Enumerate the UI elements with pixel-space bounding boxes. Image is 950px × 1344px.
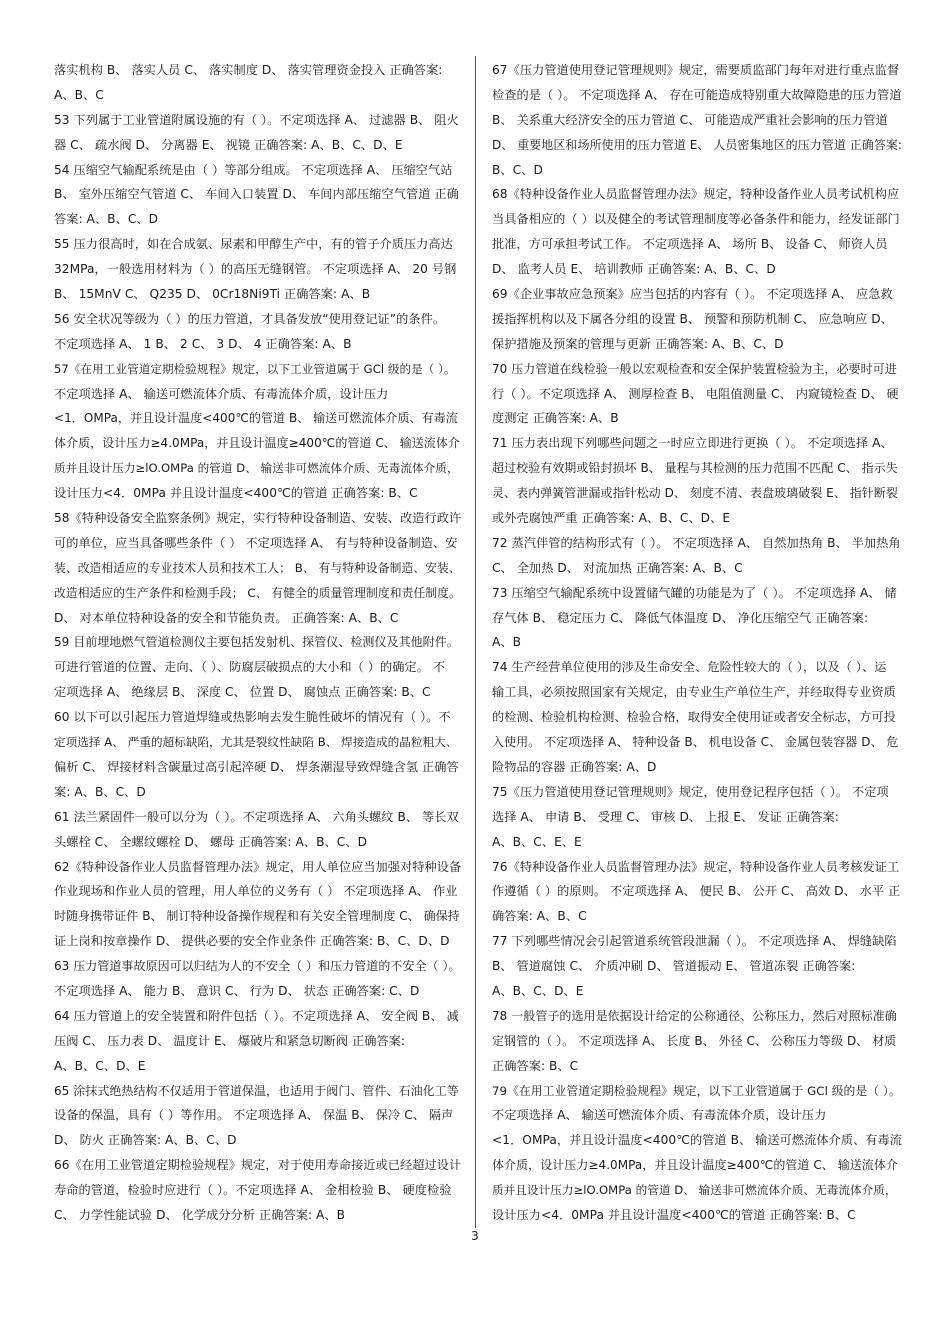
text-line: 56 安全状况等级为（ ）的压力管道，才具备发放“使用登记证”的条件。 — [54, 311, 446, 326]
text-line: 改造相适应的生产条件和检测手段； C、 有健全的质量管理制度和责任制度。 — [54, 585, 461, 600]
text-line: A、B、C、E、E — [492, 834, 582, 849]
text-line: 78 一般管子的选用是依据设计给定的公称通径、公称压力，然后对照标准确 — [492, 1008, 897, 1023]
text-line: 69《企业事故应急预案》应当包括的内容有（ ）。 不定项选择 A、 应急救 — [492, 287, 893, 302]
text-line: 质并且设计压力≥lO.OMPa 的管道 D、 输送非可燃流体介质、无毒流体介质， — [492, 1183, 897, 1198]
text-line: 保护措施及预案的管理与更新 正确答案: A、B、C、D — [492, 336, 784, 351]
text-line: 选择 A、 申请 B、 受理 C、 审核 D、 上报 E、 发证 正确答案: — [492, 809, 839, 824]
right-column — [492, 58, 902, 1228]
text-line: 70 压力管道在线检验一般以宏观检查和安全保护装置检验为主，必要时可进 — [492, 361, 897, 376]
text-line: D、 重要地区和场所使用的压力管道 E、 人员密集地区的压力管道 正确答案: — [492, 137, 902, 152]
text-line: 32MPa，一般选用材料为（ ）的高压无缝钢管。 不定项选择 A、 20 号钢 — [54, 262, 457, 277]
text-line: 59 目前埋地燃气管道检测仪主要包括发射机、探管仪、检测仪及其他附件。 — [54, 635, 459, 650]
text-line: 案: A、B、C、D — [54, 784, 146, 799]
text-line: 装、改造相适应的专业技术人员和技术工人； B、 有与特种设备制造、安装、 — [54, 560, 461, 575]
text-line: 头螺栓 C、 全螺纹螺栓 D、 螺母 正确答案: A、B、C、D — [54, 834, 367, 849]
text-line: 落实机构 B、 落实人员 C、 落实制度 D、 落实管理资金投入 正确答案: — [54, 63, 443, 77]
text-line: 压阀 C、 压力表 D、 温度计 E、 爆破片和紧急切断阀 正确答案: — [54, 1033, 406, 1048]
text-line: 64 压力管道上的安全装置和附件包括（ ）。不定项选择 A、 安全阀 B、 减 — [54, 1008, 459, 1023]
text-line: 61 法兰紧固件一般可以分为（ ）。不定项选择 A、 六角头螺纹 B、 等长双 — [54, 809, 459, 824]
text-line: 答案: A、B、C、D — [54, 212, 159, 227]
text-line: 批准，方可承担考试工作。 不定项选择 A、 场所 B、 设备 C、 师资人员 — [492, 237, 888, 252]
text-line: 当具备相应的（ ）以及健全的考试管理制度等必备条件和能力，经发证部门 — [492, 212, 900, 227]
text-line: 55 压力很高时，如在合成氨、尿素和甲醇生产中，有的管子介质压力高达 — [54, 237, 453, 252]
text-line: 援指挥机构以及下属各分组的设置 B、 预警和预防机制 C、 应急响应 D、 — [492, 311, 893, 326]
text-line: 65 涂抹式绝热结构不仅适用于管道保温，也适用于阀门、管件、石油化工等 — [54, 1083, 459, 1098]
text-line: 确答案: A、B、C — [492, 909, 587, 924]
text-line: 75《压力管道使用登记管理规则》规定，使用登记程序包括（ ）。 不定项 — [492, 784, 889, 799]
column-divider — [475, 56, 476, 1228]
text-line: 67《压力管道使用登记管理规则》规定，需要质监部门每年对进行重点监督 — [492, 63, 900, 77]
text-line: 质并且设计压力≥lO.OMPa 的管道 D、 输送非可燃流体介质、无毒流体介质， — [54, 461, 459, 476]
text-line: 定钢管的（ ）。 不定项选择 A、 长度 B、 外径 C、 公称压力等级 D、 材质 — [492, 1033, 897, 1048]
text-line: 的检测、检验机构检测、检验合格，取得安全使用证或者安全标志，方可投 — [492, 710, 896, 725]
text-line: 设备的保温，具有（ ）等作用。 不定项选择 A、 保温 B、 保冷 C、 隔声 — [54, 1108, 454, 1123]
text-line: C、 力学性能试验 D、 化学成分分析 正确答案: A、B — [54, 1207, 346, 1222]
left-column — [54, 58, 462, 1228]
text-line: 设计压力<4．0MPa 并且设计温度<400℃的管道 正确答案: B、C — [54, 486, 418, 501]
text-line: <1．OMPa，并且设计温度<400℃的管道 B、 输送可燃流体介质、有毒流 — [54, 411, 458, 426]
text-line: 偏析 C、 焊接材料含碳量过高引起淬硬 D、 焊条潮湿导致焊缝含氢 正确答 — [54, 759, 459, 774]
text-line: 定项选择 A、 严重的超标缺陷，尤其是裂纹性缺陷 B、 焊接造成的晶粒粗大、 — [54, 735, 458, 750]
text-line: 可的单位，应当具备哪些条件（ ） 不定项选择 A、 有与特种设备制造、安 — [54, 535, 458, 550]
text-line: 寿命的管道，检验时应进行（ ）。不定项选择 A、 金相检验 B、 硬度检验 — [54, 1183, 452, 1198]
text-line: 正确答案: B、C — [492, 1058, 579, 1073]
text-line: 体介质，设计压力≥4.0MPa，并且设计温度≥400℃的管道 C、 输送流体介 — [492, 1158, 898, 1173]
text-line: 57《在用工业管道定期检验规程》规定，以下工业管道属于 GCl 级的是（ ）。 — [54, 361, 456, 376]
text-line: 可进行管道的位置、走向、（ ）、防腐层破损点的大小和（ ）的确定。 不 — [54, 660, 446, 675]
text-line: 53 下列属于工业管道附属设施的有（ ）。不定项选择 A、 过滤器 B、 阻火 — [54, 112, 459, 127]
text-line: A、B、C、D、E — [54, 1058, 146, 1073]
text-line: 入使用。 不定项选择 A、 特种设备 B、 机电设备 C、 金属包装容器 D、 危 — [492, 735, 899, 750]
text-line: A、B、C、D、E — [492, 983, 584, 998]
text-line: 体介质，设计压力≥4.0MPa，并且设计温度≥400℃的管道 C、 输送流体介 — [54, 436, 460, 451]
text-line: D、 防火 正确答案: A、B、C、D — [54, 1133, 237, 1148]
text-line: D、 对本单位特种设备的安全和节能负责。 正确答案: A、B、C — [54, 610, 399, 625]
text-line: B、 关系重大经济安全的压力管道 C、 可能造成严重社会影响的压力管道 — [492, 112, 888, 127]
text-line: B、 15MnV C、 Q235 D、 0Cr18Ni9Ti 正确答案: A、B — [54, 287, 371, 302]
text-line: 存气体 B、 稳定压力 C、 降低气体温度 D、 净化压缩空气 正确答案: — [492, 610, 869, 625]
text-line: 74 生产经营单位使用的涉及生命安全、危险性较大的（ ），以及（ ）、运 — [492, 660, 887, 675]
text-line: 71 压力表出现下列哪些问题之一时应立即进行更换（ ）。 不定项选择 A、 — [492, 436, 893, 451]
text-line: 62《特种设备作业人员监督管理办法》规定，用人单位应当加强对特种设备 — [54, 859, 462, 874]
text-line: 58《特种设备安全监察条例》规定，实行特种设备制造、安装、改造行政许 — [54, 511, 462, 526]
text-line: 60 以下可以引起压力管道焊缝或热影响去发生脆性破坏的情况有（ ）。不 — [54, 710, 451, 725]
text-line: 行（ ）。不定项选择 A、 测厚检查 B、 电阻值测量 C、 内窥镜检查 D、 硬 — [492, 386, 899, 401]
text-line: 76《特种设备作业人员监督管理办法》规定，特种设备作业人员考核发证工 — [492, 859, 900, 874]
text-line: 定项选择 A、 绝缘层 B、 深度 C、 位置 D、 腐蚀点 正确答案: B、C — [54, 685, 431, 700]
text-line: 54 压缩空气输配系统是由（ ）等部分组成。 不定项选择 A、 压缩空气站 — [54, 162, 453, 177]
text-line: C、 全加热 D、 对流加热 正确答案: A、B、C — [492, 560, 743, 575]
text-line: 度测定 正确答案: A、B — [492, 411, 619, 426]
text-line: B、C、D — [492, 162, 543, 177]
text-line: 险物品的容器 正确答案: A、D — [492, 759, 657, 774]
text-line: 器 C、 疏水阀 D、 分离器 E、 视镜 正确答案: A、B、C、D、E — [54, 137, 403, 152]
text-line: <1．OMPa，并且设计温度<400℃的管道 B、 输送可燃流体介质、有毒流 — [492, 1133, 902, 1148]
text-line: 作遵循（ ）的原则。 不定项选择 A、 便民 B、 公开 C、 高效 D、 水平 正 — [492, 884, 901, 899]
text-line: 72 蒸汽伴管的结构形式有（ ）。 不定项选择 A、 自然加热角 B、 半加热角 — [492, 535, 901, 550]
text-line: 输工具，必须按照国家有关规定，由专业生产单位生产，并经取得专业资质 — [492, 685, 896, 700]
text-line: 设计压力<4．0MPa 并且设计温度<400℃的管道 正确答案: B、C — [492, 1207, 856, 1222]
text-line: 不定项选择 A、 输送可燃流体介质、有毒流体介质，设计压力 — [54, 386, 389, 401]
text-line: 时随身携带证件 B、 制订特种设备操作规程和有关安全管理制度 C、 确保持 — [54, 909, 460, 924]
text-line: 证上岗和按章操作 D、 提供必要的安全作业条件 正确答案: B、C、D、D — [54, 934, 450, 949]
text-line: 68《特种设备作业人员监督管理办法》规定，特种设备作业人员考试机构应 — [492, 187, 900, 202]
text-line: 不定项选择 A、 输送可燃流体介质、有毒流体介质，设计压力 — [492, 1108, 827, 1123]
text-line: 79《在用工业管道定期检验规程》规定，以下工业管道属于 GCl 级的是（ ）。 — [492, 1083, 901, 1098]
text-line: A、B、C — [54, 87, 104, 102]
text-line: 66《在用工业管道定期检验规程》规定，对于使用寿命接近或已经超过设计 — [54, 1158, 462, 1173]
text-line: 检查的是（ ）。 不定项选择 A、 存在可能造成特别重大故障隐患的压力管道 — [492, 87, 902, 102]
page-number: 3 — [471, 1229, 479, 1243]
text-line: B、 管道腐蚀 C、 介质冲刷 D、 管道振动 E、 管道冻裂 正确答案: — [492, 959, 856, 974]
text-line: 作业现场和作业人员的管理，用人单位的义务有（ ） 不定项选择 A、 作业 — [54, 884, 458, 899]
text-line: 不定项选择 A、 1 B、 2 C、 3 D、 4 正确答案: A、B — [54, 336, 352, 351]
text-line: 73 压缩空气输配系统中设置储气罐的功能是为了（ ）。 不定项选择 A、 储 — [492, 585, 897, 600]
text-line: 77 下列哪些情况会引起管道系统管段泄漏（ ）。 不定项选择 A、 焊缝缺陷 — [492, 934, 897, 949]
text-line: D、 监考人员 E、 培训教师 正确答案: A、B、C、D — [492, 262, 776, 277]
text-line: B、 室外压缩空气管道 C、 车间入口装置 D、 车间内部压缩空气管道 正确 — [54, 187, 459, 202]
text-line: 不定项选择 A、 能力 B、 意识 C、 行为 D、 状态 正确答案: C、D — [54, 983, 420, 998]
text-line: 灵、表内弹簧管泄漏或指针松动 D、 刻度不清、表盘玻璃破裂 E、 指针断裂 — [492, 486, 898, 501]
text-line: 63 压力管道事故原因可以归结为人的不安全（ ）和压力管道的不安全（ ）。 — [54, 959, 461, 974]
text-line: 或外壳腐蚀严重 正确答案: A、B、C、D、E — [492, 511, 731, 526]
text-line: A、B — [492, 635, 522, 650]
text-line: 超过校验有效期或铅封损坏 B、 量程与其检测的压力范围不匹配 C、 指示失 — [492, 461, 898, 476]
